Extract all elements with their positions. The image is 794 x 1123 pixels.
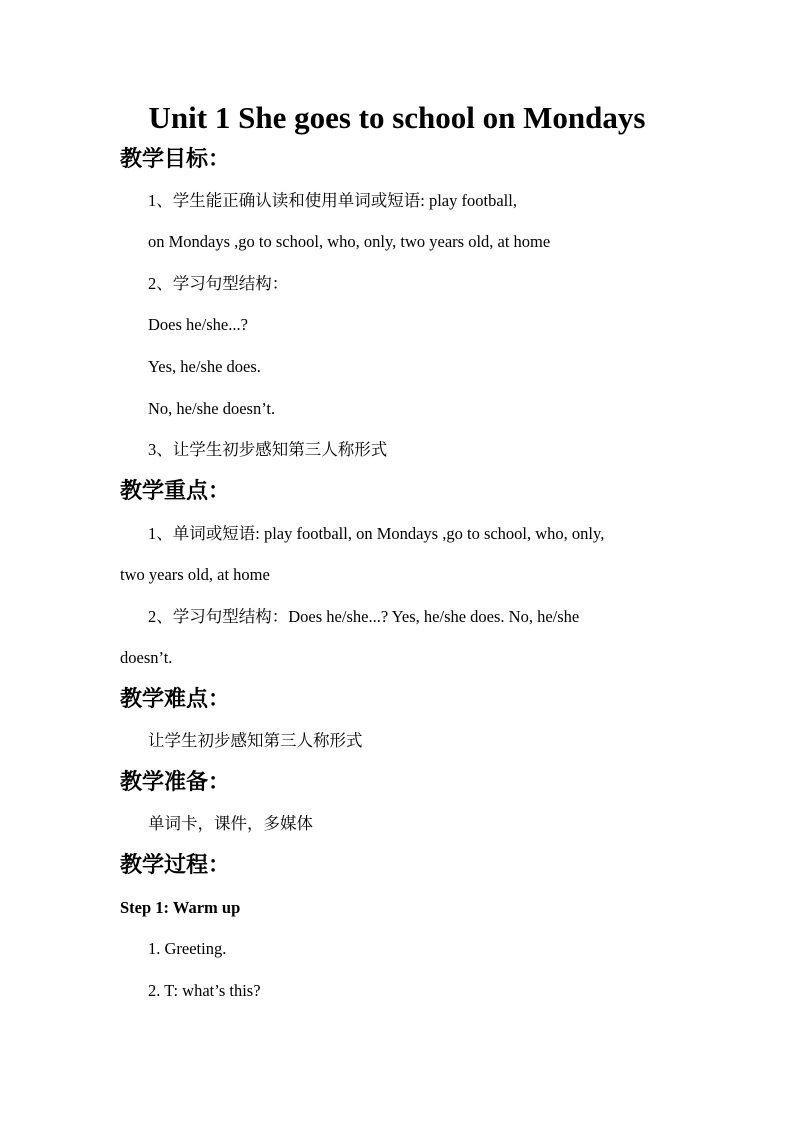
process-line-2: 2. T: what’s this? (148, 981, 261, 1000)
objective-line-1: 1、学生能正确认读和使用单词或短语: play football, (148, 191, 517, 210)
heading-difficulties: 教学难点： (120, 687, 231, 712)
objective-line-3: 2、学习句型结构： (148, 274, 289, 293)
key-point-line-2: two years old, at home (120, 565, 270, 584)
objective-line-2: on Mondays ,go to school, who, only, two years old, at home (148, 232, 551, 251)
document-title: Unit 1 She goes to school on Mondays (148, 100, 646, 135)
objective-line-7: 3、让学生初步感知第三人称形式 (148, 440, 388, 459)
objective-line-4: Does he/she...? (148, 315, 248, 334)
objective-line-5: Yes, he/she does. (148, 357, 261, 376)
preparation-line-1: 单词卡，课件，多媒体 (148, 814, 313, 833)
key-point-line-1: 1、单词或短语: play football, on Mondays ,go to school, who, only, (148, 524, 605, 543)
step-1-heading: Step 1: Warm up (120, 898, 241, 917)
heading-process: 教学过程： (120, 853, 231, 878)
objective-line-6: No, he/she doesn’t. (148, 399, 276, 418)
key-point-line-4: doesn’t. (120, 648, 173, 667)
key-point-line-3: 2、学习句型结构：Does he/she...? Yes, he/she does. No, he/she (148, 607, 580, 626)
heading-key-points: 教学重点： (120, 479, 231, 504)
heading-objectives: 教学目标： (120, 147, 231, 172)
heading-preparation: 教学准备： (120, 770, 231, 795)
process-line-1: 1. Greeting. (148, 939, 227, 958)
difficulty-line-1: 让学生初步感知第三人称形式 (148, 731, 363, 750)
